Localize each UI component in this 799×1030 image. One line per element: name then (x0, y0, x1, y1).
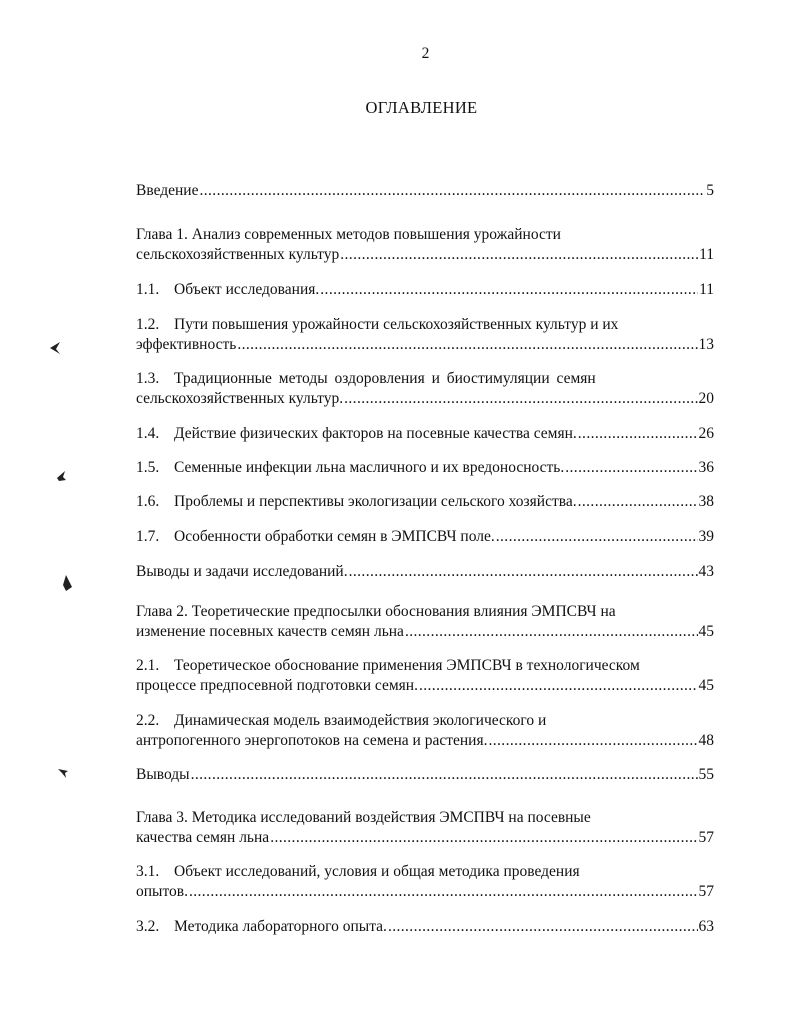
toc-section-number: 2.1. (136, 657, 160, 674)
toc-entry-text: Пути повышения урожайности сельскохозяйственных культур и их (174, 316, 619, 333)
toc-section-number: 1.6. (136, 493, 160, 510)
toc-page-number: 11 (699, 281, 714, 298)
toc-page-number: 45 (698, 677, 714, 694)
toc-entry-text: антропогенного энергопотоков на семена и растения. (136, 732, 488, 749)
leader-dots (578, 492, 698, 512)
toc-entry (136, 527, 714, 547)
toc-page-number: 20 (698, 390, 714, 407)
toc-entry-text: Выводы (136, 766, 190, 783)
leader-dots (496, 527, 698, 547)
toc-entry (136, 917, 714, 937)
toc-entry-text: Теоретическое обоснование применения ЭМПСВЧ в технологическом (174, 657, 640, 674)
toc-entry (136, 492, 714, 512)
toc-entry-text: Введение (136, 182, 199, 199)
leader-dots (388, 917, 698, 937)
toc-entry (136, 181, 714, 201)
toc-entry-text: Проблемы и перспективы экологизации сельского хозяйства. (174, 493, 577, 510)
toc-entry-text: Объект исследований, условия и общая методика проведения (174, 863, 580, 880)
toc-page-number: 63 (698, 918, 714, 935)
scan-speck (48, 340, 62, 356)
leader-dots (270, 828, 697, 848)
toc-entry (136, 711, 714, 751)
leader-dots (191, 765, 698, 785)
leader-dots (320, 280, 698, 300)
toc-entry-text: сельскохозяйственных культур (136, 246, 340, 263)
leader-dots (565, 458, 697, 478)
toc-entry (136, 765, 714, 785)
toc-page-number: 13 (698, 336, 714, 353)
toc-page-number: 57 (698, 883, 714, 900)
leader-dots (419, 676, 698, 696)
toc-entry (136, 602, 714, 642)
toc-entry-text: Действие физических факторов на посевные качества семян. (174, 425, 577, 442)
toc-entry (136, 862, 714, 902)
toc-entry-text: качества семян льна (136, 829, 270, 846)
leader-dots (340, 245, 698, 265)
toc-section-number: 1.3. (136, 370, 160, 387)
toc-section-number: 1.7. (136, 528, 160, 545)
toc-page-number: 39 (698, 528, 714, 545)
toc-entry (136, 808, 714, 848)
toc-entry-text: Динамическая модель взаимодействия экологического и (174, 712, 547, 729)
page-title: ОГЛАВЛЕНИЕ (365, 98, 478, 117)
toc-section-number: 3.2. (136, 918, 160, 935)
toc-entry-text: Объект исследования. (174, 281, 320, 298)
toc-entry (136, 369, 714, 409)
toc-entry-text: Глава 2. Теоретические предпосылки обоснования влияния ЭМПСВЧ на (136, 603, 616, 620)
toc-section-number: 1.5. (136, 459, 160, 476)
toc-section-number: 1.1. (136, 281, 160, 298)
toc-entry-text: процессе предпосевной подготовки семян. (136, 677, 418, 694)
toc-page-number: 36 (698, 459, 714, 476)
toc-section-number: 3.1. (136, 863, 160, 880)
toc-entry-text: Особенности обработки семян в ЭМПСВЧ поле. (174, 528, 495, 545)
toc-entry-text: Глава 3. Методика исследований воздействия ЭМСПВЧ на посевные (136, 809, 591, 826)
scan-speck (54, 468, 68, 484)
leader-dots (349, 562, 698, 582)
toc-entry-text: изменение посевных качеств семян льна (136, 623, 404, 640)
toc-entry-text: Традиционные методы оздоровления и биостимуляции семян (174, 370, 596, 387)
toc-page-number: 26 (698, 425, 714, 442)
toc-page-number: 11 (699, 246, 714, 263)
toc-page-number: 38 (698, 493, 714, 510)
toc-entry (136, 315, 714, 355)
toc-entry (136, 562, 714, 582)
toc-page-number: 45 (698, 623, 714, 640)
toc-entry (136, 280, 714, 300)
toc-entry (136, 458, 714, 478)
leader-dots (199, 181, 705, 201)
toc-entry-text: опытов. (136, 883, 188, 900)
toc-page-number: 5 (706, 182, 714, 199)
toc-entry-text: Методика лабораторного опыта. (174, 918, 387, 935)
toc-entry (136, 424, 714, 444)
toc-entry (136, 656, 714, 696)
toc-page-number: 48 (698, 732, 714, 749)
toc-entry-text: Семенные инфекции льна масличного и их вредоносность. (174, 459, 565, 476)
leader-dots (405, 622, 698, 642)
toc-section-number: 1.2. (136, 316, 160, 333)
toc-section-number: 1.4. (136, 425, 160, 442)
toc-entry-text: сельскохозяйственных культур. (136, 390, 344, 407)
leader-dots (578, 424, 698, 444)
toc-entry-text: Выводы и задачи исследований. (136, 563, 348, 580)
toc-page-number: 57 (698, 829, 714, 846)
leader-dots (344, 389, 697, 409)
toc-entry-text: Глава 1. Анализ современных методов повышения урожайности (136, 226, 561, 243)
toc-section-number: 2.2. (136, 712, 160, 729)
leader-dots (237, 335, 697, 355)
toc-entry (136, 225, 714, 265)
toc-entry-text: эффективность (136, 336, 237, 353)
leader-dots (488, 731, 697, 751)
page-number: 2 (421, 45, 430, 62)
scan-speck (60, 573, 74, 593)
toc-page-number: 43 (698, 563, 714, 580)
toc-page-number: 55 (698, 766, 714, 783)
scan-speck (56, 765, 70, 781)
leader-dots (189, 882, 698, 902)
